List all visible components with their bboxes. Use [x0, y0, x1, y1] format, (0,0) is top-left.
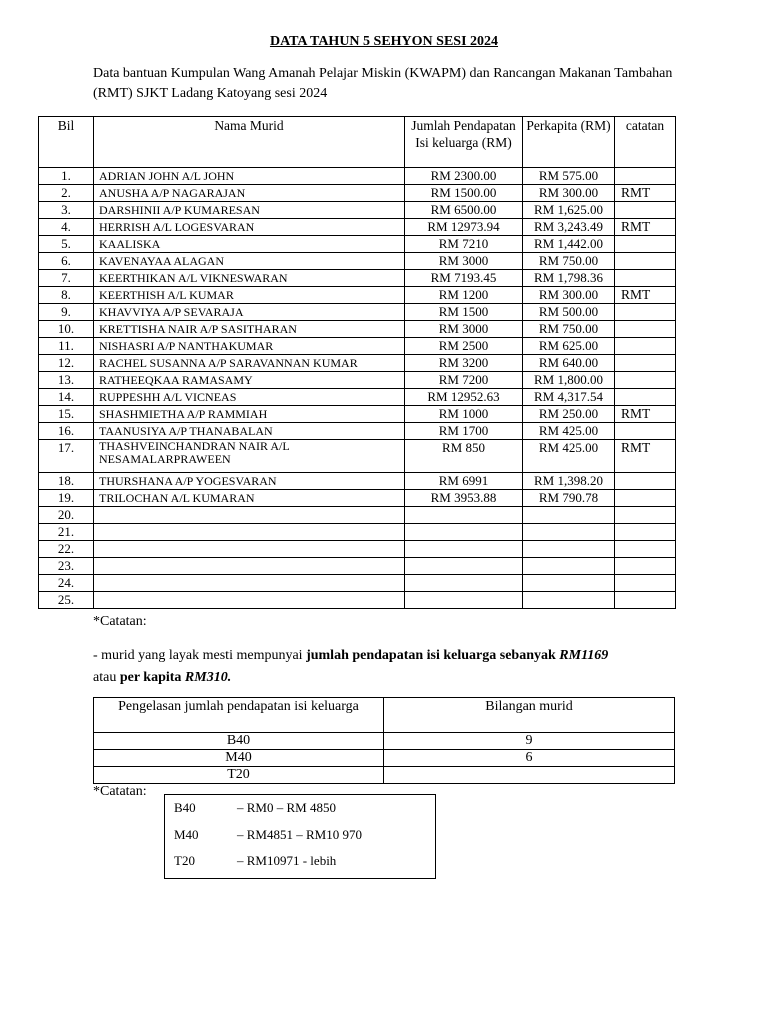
student-name: THASHVEINCHANDRAN NAIR A/L NESAMALARPRAWEEN — [94, 440, 405, 473]
row-number: 14. — [39, 389, 94, 406]
household-income: RM 2500 — [405, 338, 523, 355]
note: RMT — [615, 406, 676, 423]
student-name — [94, 507, 405, 524]
student-name: TAANUSIYA A/P THANABALAN — [94, 423, 405, 440]
legend-range: – RM0 – RM 4850 — [237, 800, 336, 815]
table-header-row — [39, 117, 676, 168]
student-name — [94, 592, 405, 609]
note — [615, 270, 676, 287]
per-capita: RM 1,800.00 — [523, 372, 615, 389]
row-number: 3. — [39, 202, 94, 219]
table-row — [39, 287, 676, 304]
per-capita: RM 1,442.00 — [523, 236, 615, 253]
legend-code: B40 — [174, 800, 196, 815]
note — [615, 490, 676, 507]
household-income — [405, 575, 523, 592]
per-capita: RM 425.00 — [523, 423, 615, 440]
criteria-income-amount: RM1169 — [559, 648, 609, 663]
note — [615, 236, 676, 253]
table-row — [39, 575, 676, 592]
classification-header-row — [94, 698, 675, 733]
per-capita: RM 575.00 — [523, 168, 615, 185]
table-row — [39, 168, 676, 185]
per-capita: RM 1,398.20 — [523, 473, 615, 490]
row-number: 17. — [39, 440, 94, 473]
per-capita: RM 1,625.00 — [523, 202, 615, 219]
income-category: M40 — [94, 750, 384, 767]
legend-item — [174, 800, 336, 816]
criteria-per-capita-amount: RM310. — [184, 670, 232, 685]
student-name: RUPPESHH A/L VICNEAS — [94, 389, 405, 406]
table-row — [39, 253, 676, 270]
household-income — [405, 524, 523, 541]
per-capita: RM 425.00 — [523, 440, 615, 473]
table-row — [39, 592, 676, 609]
household-income: RM 850 — [405, 440, 523, 473]
legend-item — [174, 853, 336, 869]
student-name: RACHEL SUSANNA A/P SARAVANNAN KUMAR — [94, 355, 405, 372]
household-income: RM 3200 — [405, 355, 523, 372]
row-number: 9. — [39, 304, 94, 321]
classification-header-category: Pengelasan jumlah pendapatan isi keluarga — [94, 698, 384, 733]
student-name: KAVENAYAA ALAGAN — [94, 253, 405, 270]
per-capita: RM 300.00 — [523, 185, 615, 202]
header-perkapita: Perkapita (RM) — [523, 117, 615, 168]
row-number: 15. — [39, 406, 94, 423]
legend-range: – RM4851 – RM10 970 — [237, 827, 362, 842]
household-income: RM 2300.00 — [405, 168, 523, 185]
note — [615, 524, 676, 541]
table-row — [39, 440, 676, 473]
per-capita: RM 1,798.36 — [523, 270, 615, 287]
row-number: 12. — [39, 355, 94, 372]
student-name: KHAVVIYA A/P SEVARAJA — [94, 304, 405, 321]
income-category: T20 — [94, 767, 384, 784]
row-number: 24. — [39, 575, 94, 592]
note — [615, 338, 676, 355]
student-name: KAALISKA — [94, 236, 405, 253]
table-row — [39, 541, 676, 558]
header-bil: Bil — [39, 117, 94, 168]
household-income: RM 1000 — [405, 406, 523, 423]
note: RMT — [615, 185, 676, 202]
row-number: 21. — [39, 524, 94, 541]
student-name: SHASHMIETHA A/P RAMMIAH — [94, 406, 405, 423]
student-table — [38, 116, 676, 609]
student-name: RATHEEQKAA RAMASAMY — [94, 372, 405, 389]
per-capita: RM 640.00 — [523, 355, 615, 372]
household-income — [405, 558, 523, 575]
note: RMT — [615, 219, 676, 236]
per-capita: RM 750.00 — [523, 253, 615, 270]
income-legend-box — [164, 794, 436, 879]
row-number: 11. — [39, 338, 94, 355]
per-capita — [523, 558, 615, 575]
household-income: RM 1200 — [405, 287, 523, 304]
table-row — [39, 490, 676, 507]
note — [615, 202, 676, 219]
student-name — [94, 524, 405, 541]
student-name — [94, 541, 405, 558]
household-income: RM 3000 — [405, 253, 523, 270]
student-name: TRILOCHAN A/L KUMARAN — [94, 490, 405, 507]
note — [615, 321, 676, 338]
row-number: 4. — [39, 219, 94, 236]
document-title: DATA TAHUN 5 SEHYON SESI 2024 — [269, 34, 499, 49]
student-count: 6 — [384, 750, 675, 767]
row-number: 5. — [39, 236, 94, 253]
household-income: RM 7210 — [405, 236, 523, 253]
student-count — [384, 767, 675, 784]
legend-label: *Catatan: — [93, 784, 147, 799]
note — [615, 541, 676, 558]
row-number: 7. — [39, 270, 94, 287]
student-name: ADRIAN JOHN A/L JOHN — [94, 168, 405, 185]
household-income: RM 3000 — [405, 321, 523, 338]
table-row — [39, 372, 676, 389]
header-jumlah: Jumlah Pendapatan Isi keluarga (RM) — [405, 117, 523, 168]
household-income: RM 7200 — [405, 372, 523, 389]
note — [615, 304, 676, 321]
legend-code: M40 — [174, 827, 199, 842]
note — [615, 423, 676, 440]
per-capita: RM 250.00 — [523, 406, 615, 423]
row-number: 23. — [39, 558, 94, 575]
student-name: ANUSHA A/P NAGARAJAN — [94, 185, 405, 202]
legend-code: T20 — [174, 853, 195, 868]
table-row — [39, 321, 676, 338]
household-income: RM 6991 — [405, 473, 523, 490]
criteria-or: atau — [93, 670, 120, 685]
per-capita: RM 4,317.54 — [523, 389, 615, 406]
table-row — [39, 202, 676, 219]
table-row — [39, 423, 676, 440]
legend-item — [174, 827, 362, 843]
student-name — [94, 558, 405, 575]
note — [615, 558, 676, 575]
household-income: RM 12973.94 — [405, 219, 523, 236]
row-number: 16. — [39, 423, 94, 440]
classification-row — [94, 733, 675, 750]
household-income: RM 7193.45 — [405, 270, 523, 287]
classification-header-count: Bilangan murid — [384, 698, 675, 733]
row-number: 19. — [39, 490, 94, 507]
criteria-prefix: - murid yang layak mesti mempunyai — [93, 648, 307, 663]
classification-row — [94, 767, 675, 784]
row-number: 2. — [39, 185, 94, 202]
table-row — [39, 406, 676, 423]
header-nama: Nama Murid — [94, 117, 405, 168]
row-number: 13. — [39, 372, 94, 389]
notes-label: *Catatan: — [93, 614, 147, 629]
row-number: 20. — [39, 507, 94, 524]
note — [615, 355, 676, 372]
table-row — [39, 355, 676, 372]
note — [615, 168, 676, 185]
row-number: 1. — [39, 168, 94, 185]
student-count: 9 — [384, 733, 675, 750]
table-row — [39, 270, 676, 287]
household-income: RM 12952.63 — [405, 389, 523, 406]
row-number: 18. — [39, 473, 94, 490]
per-capita: RM 3,243.49 — [523, 219, 615, 236]
household-income: RM 1500.00 — [405, 185, 523, 202]
per-capita — [523, 575, 615, 592]
per-capita: RM 500.00 — [523, 304, 615, 321]
household-income — [405, 592, 523, 609]
table-row — [39, 389, 676, 406]
table-row — [39, 338, 676, 355]
income-category: B40 — [94, 733, 384, 750]
note — [615, 473, 676, 490]
row-number: 22. — [39, 541, 94, 558]
table-row — [39, 507, 676, 524]
table-row — [39, 558, 676, 575]
table-row — [39, 524, 676, 541]
student-name: KEERTHISH A/L KUMAR — [94, 287, 405, 304]
student-name: KRETTISHA NAIR A/P SASITHARAN — [94, 321, 405, 338]
per-capita — [523, 524, 615, 541]
note: RMT — [615, 440, 676, 473]
per-capita: RM 625.00 — [523, 338, 615, 355]
per-capita — [523, 592, 615, 609]
student-name: DARSHINII A/P KUMARESAN — [94, 202, 405, 219]
table-row — [39, 219, 676, 236]
note — [615, 507, 676, 524]
row-number: 25. — [39, 592, 94, 609]
classification-table — [93, 697, 675, 784]
note — [615, 592, 676, 609]
criteria-income: jumlah pendapatan isi keluarga sebanyak — [306, 648, 560, 663]
table-row — [39, 185, 676, 202]
note — [615, 389, 676, 406]
note — [615, 575, 676, 592]
row-number: 10. — [39, 321, 94, 338]
student-name: HERRISH A/L LOGESVARAN — [94, 219, 405, 236]
per-capita — [523, 507, 615, 524]
classification-row — [94, 750, 675, 767]
header-catatan: catatan — [615, 117, 676, 168]
per-capita: RM 300.00 — [523, 287, 615, 304]
household-income — [405, 541, 523, 558]
household-income: RM 1500 — [405, 304, 523, 321]
table-row — [39, 473, 676, 490]
table-row — [39, 304, 676, 321]
student-name: THURSHANA A/P YOGESVARAN — [94, 473, 405, 490]
table-row — [39, 236, 676, 253]
criteria-per-capita: per kapita — [119, 670, 185, 685]
note — [615, 253, 676, 270]
student-name — [94, 575, 405, 592]
intro-paragraph: Data bantuan Kumpulan Wang Amanah Pelajar Miskin (KWAPM) dan Rancangan Makanan Tambahan (RMT) SJKT Ladang Katoyang sesi 2024 — [93, 66, 673, 101]
note: RMT — [615, 287, 676, 304]
household-income: RM 3953.88 — [405, 490, 523, 507]
row-number: 8. — [39, 287, 94, 304]
student-name: KEERTHIKAN A/L VIKNESWARAN — [94, 270, 405, 287]
per-capita: RM 790.78 — [523, 490, 615, 507]
per-capita — [523, 541, 615, 558]
per-capita: RM 750.00 — [523, 321, 615, 338]
household-income: RM 1700 — [405, 423, 523, 440]
row-number: 6. — [39, 253, 94, 270]
eligibility-criteria — [93, 645, 683, 689]
student-name: NISHASRI A/P NANTHAKUMAR — [94, 338, 405, 355]
note — [615, 372, 676, 389]
legend-range: – RM10971 - lebih — [237, 853, 337, 868]
household-income — [405, 507, 523, 524]
household-income: RM 6500.00 — [405, 202, 523, 219]
